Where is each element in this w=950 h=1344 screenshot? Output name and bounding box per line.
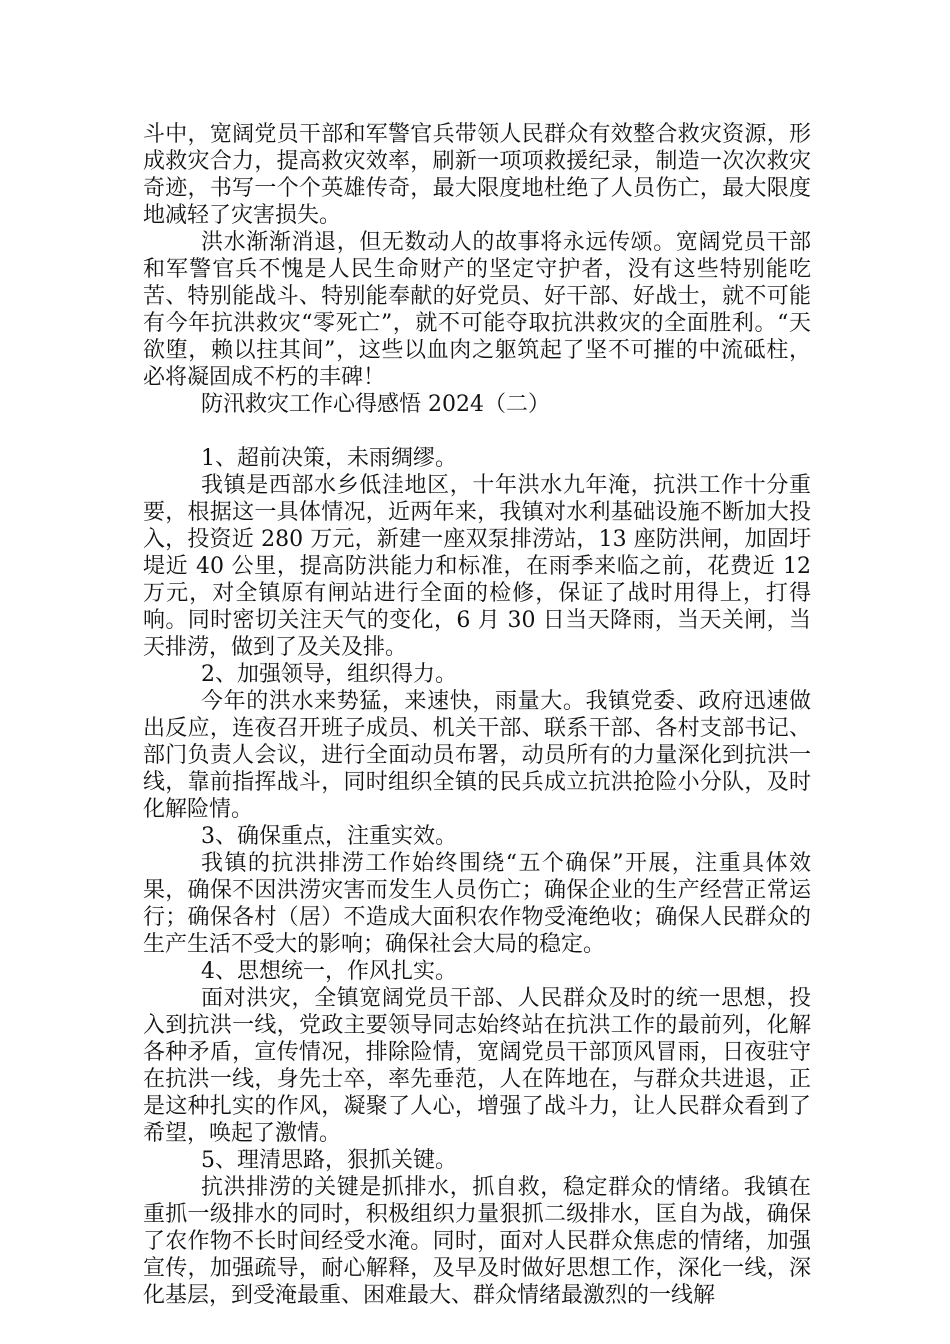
blank-line (143, 418, 811, 445)
section-heading-2: 2、加强领导，组织得力。 (201, 662, 457, 687)
section-body-3: 我镇的抗洪排涝工作始终围绕“五个确保”开展，注重具体效果，确保不因洪涝灾害而发生人员伤亡；确保企业的生产经营正常运行；确保各村（居）不造成大面积农作物受淹绝收；确保人民群众的生产生活不受大的影响；确保社会大局的稳定。 (143, 851, 811, 957)
closing-paragraph: 洪水渐渐消退，但无数动人的故事将永远传颂。宽阔党员干部和军警官兵不愧是人民生命财产的坚定守护者，没有这些特别能吃苦、特别能战斗、特别能奉献的好党员、好干部、好战士，就不可能有今年抗洪救灾“零死亡”，就不可能夺取抗洪救灾的全面胜利。“天欲堕，赖以拄其间”，这些以血肉之躯筑起了坚不可摧的中流砥柱，必将凝固成不朽的丰碑！ (143, 230, 811, 390)
section-heading-4: 4、思想统一，作风扎实。 (201, 959, 457, 984)
section-body-4: 面对洪灾，全镇宽阔党员干部、人民群众及时的统一思想，投入到抗洪一线，党政主要领导同志始终站在抗洪工作的最前列，化解各种矛盾，宣传情况，排除险情，宽阔党员干部顶风冒雨，日夜驻守在抗洪一线，身先士卒，率先垂范，人在阵地在，与群众共进退，正是这种扎实的作风，凝聚了人心，增强了战斗力，让人民群众看到了希望，唤起了激情。 (143, 986, 811, 1146)
section-body-2: 今年的洪水来势猛，来速快，雨量大。我镇党委、政府迅速做出反应，连夜召开班子成员、机关干部、联系干部、各村支部书记、部门负责人会议，进行全面动员布署，动员所有的力量深化到抗洪一线，靠前指挥战斗，同时组织全镇的民兵成立抗洪抢险小分队，及时化解险情。 (143, 689, 811, 822)
document-body (143, 121, 811, 1309)
section-heading-3: 3、确保重点，注重实效。 (201, 824, 457, 849)
continuation-paragraph: 斗中，宽阔党员干部和军警官兵带领人民群众有效整合救灾资源，形成救灾合力，提高救灾效率，刷新一项项救援纪录，制造一次次救灾奇迹，书写一个个英雄传奇，最大限度地杜绝了人员伤亡，最大限度地减轻了灾害损失。 (143, 122, 811, 228)
section-heading-1: 1、超前决策，未雨绸缪。 (201, 446, 457, 471)
section-body-1: 我镇是西部水乡低洼地区，十年洪水九年淹，抗洪工作十分重要，根据这一具体情况，近两年来，我镇对水利基础设施不断加大投入，投资近 280 万元，新建一座双泵排涝站，13 座防洪闸，加固圩堤近 40 公里，提高防洪能力和标准，在雨季来临之前，花费近 12 万元，对全镇原有闸站进行全面的检修，保证了战时用得上，打得响。同时密切关注天气的变化，6 月 30 日当天降雨，当天关闸，当天排涝，做到了及关及排。 (143, 473, 811, 660)
section-body-5: 抗洪排涝的关键是抓排水，抓自救，稳定群众的情绪。我镇在重抓一级排水的同时，积极组织力量狠抓二级排水，匡自为战，确保了农作物不长时间经受水淹。同时，面对人民群众焦虑的情绪，加强宣传，加强疏导，耐心解释，及早及时做好思想工作，深化一线，深化基层，到受淹最重、困难最大、群众情绪最激烈的一线解 (143, 1175, 811, 1308)
section-heading-5: 5、理清思路，狠抓关键。 (201, 1148, 457, 1173)
section-title: 防汛救灾工作心得感悟 2024（二） (201, 392, 550, 417)
